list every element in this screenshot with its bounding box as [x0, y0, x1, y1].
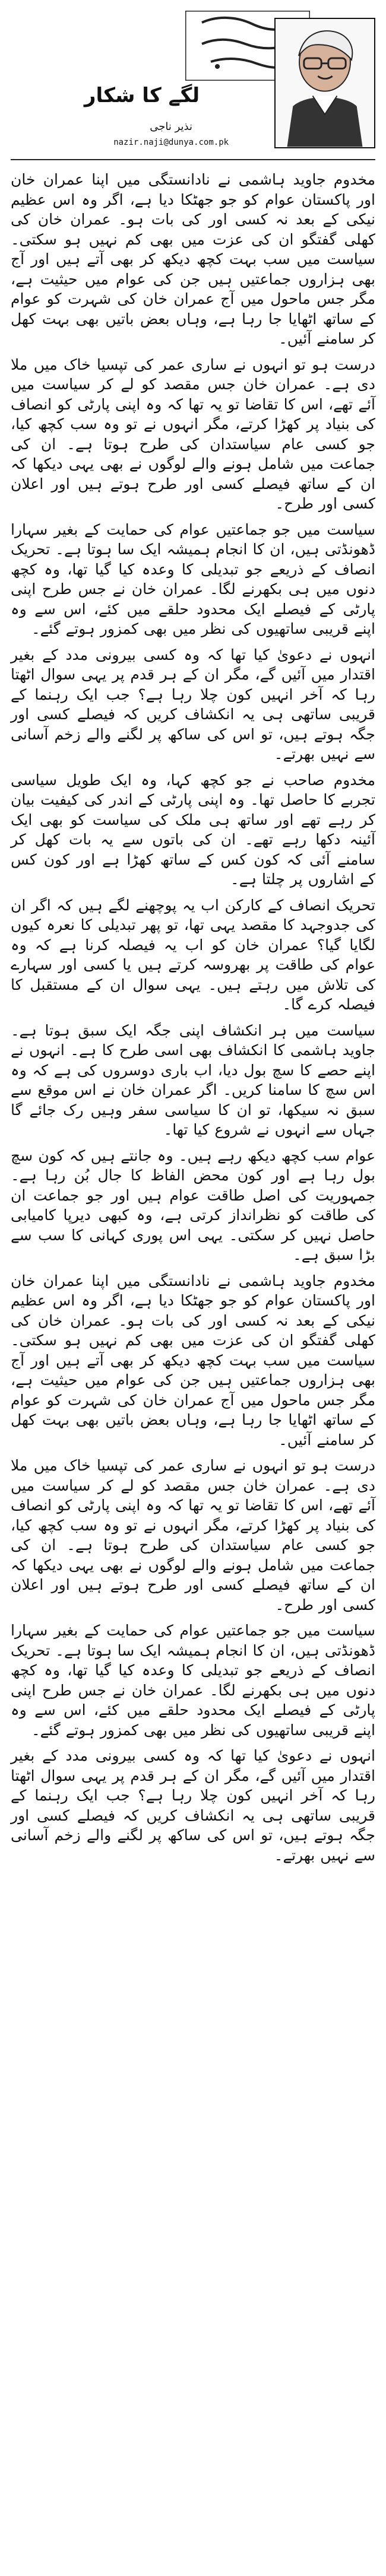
paragraph: درست ہو تو انہوں نے ساری عمر کی تپسیا خاک میں ملا دی ہے۔ عمران خان جس مقصد کو لے کر سیاست میں آئے تھے، اس کا تقاضا تو یہ تھا کہ وہ اپنی پارٹی کو انصاف کی بنیاد پر کھڑا کرتے، مگر انہوں نے تو وہ سب کچھ کیا، جو کسی عام سیاستدان کی طرح ہوتا ہے۔ ان کی جماعت میں شامل ہونے والے لوگوں نے بھی یہی دیکھا کہ ان کے ساتھ فیصلے کسی اور طرح ہوتے ہیں اور اعلان کسی اور طرح۔	[11, 355, 375, 512]
paragraph: سیاست میں جو جماعتیں عوام کی حمایت کے بغیر سہارا ڈھونڈتی ہیں، ان کا انجام ہمیشہ ایک سا ہوتا ہے۔ تحریک انصاف کے ذریعے جو تبدیلی کا وعدہ کیا گیا تھا، وہ کچھ دنوں میں ہی بکھرنے لگا۔ عمران خان نے جس طرح اپنی پارٹی کے فیصلے ایک محدود حلقے میں کئے، اس سے وہ اپنے قریبی ساتھیوں کی نظر میں بھی کمزور ہوتے گئے۔	[11, 520, 375, 637]
paragraph: عوام سب کچھ دیکھ رہے ہیں۔ وہ جانتے ہیں کہ کون سچ بول رہا ہے اور کون محض الفاظ کا جال بُن رہا ہے۔ جمہوریت کی اصل طاقت عوام ہیں اور جو جماعت ان کی طاقت کو نظرانداز کرتی ہے، وہ کبھی دیرپا کامیابی حاصل نہیں کر سکتی۔ یہی اس پوری کہانی کا سب سے بڑا سبق ہے۔	[11, 1146, 375, 1263]
paragraph: سیاست میں ہر انکشاف اپنی جگہ ایک سبق ہوتا ہے۔ جاوید ہاشمی کا انکشاف بھی اسی طرح کا ہے۔ انہوں نے اپنے حصے کا سچ بول دیا، اب باری دوسروں کی ہے کہ وہ اس سچ کا سامنا کریں۔ اگر عمران خان نے اس موقع سے سبق نہ سیکھا، تو ان کا سیاسی سفر وہیں رک جائے گا جہاں سے انہوں نے شروع کیا تھا۔	[11, 1021, 375, 1138]
paragraph: مخدوم جاوید ہاشمی نے نادانستگی میں اپنا عمران خان اور پاکستان عوام کو جو جھٹکا دیا ہے، اگر وہ اس عظیم نیکی کے بعد نہ کسی اور کی بات ہو۔ عمران خان کی کھلی گفتگو ان کی عزت میں بھی کم نہیں ہو سکتی۔ سیاست میں سب بہت کچھ دیکھ کر بھی آتے ہیں اور آج بھی ہزاروں جماعتیں ہیں جن کی عوام میں حیثیت ہے، مگر جس ماحول میں آج عمران خان کی شہرت کو عوام کے ساتھ اٹھایا جا رہا ہے، وہاں بعض باتیں بھی بہت کھل کر سامنے آئیں۔	[11, 1272, 375, 1449]
column-title: لگے کا شکار	[84, 84, 200, 107]
paragraph: انہوں نے دعویٰ کیا تھا کہ وہ کسی بیرونی مدد کے بغیر اقتدار میں آئیں گے، مگر ان کے ہر قدم پر یہی سوال اٹھتا رہا کہ آخر انہیں کون چلا رہا ہے؟ جب ایک رہنما کے قریبی ساتھی ہی یہ انکشاف کریں کہ فیصلے کسی اور جگہ ہوتے ہیں، تو اس کی ساکھ پر لگنے والے زخم آسانی سے نہیں بھرتے۔	[11, 1747, 375, 1864]
author-name: نذیر ناجی	[150, 120, 193, 133]
article-body	[11, 170, 375, 1865]
paragraph: سیاست میں جو جماعتیں عوام کی حمایت کے بغیر سہارا ڈھونڈتی ہیں، ان کا انجام ہمیشہ ایک سا ہوتا ہے۔ تحریک انصاف کے ذریعے جو تبدیلی کا وعدہ کیا گیا تھا، وہ کچھ دنوں میں ہی بکھرنے لگا۔ عمران خان نے جس طرح اپنی پارٹی کے فیصلے ایک محدود حلقے میں کئے، اس سے وہ اپنے قریبی ساتھیوں کی نظر میں بھی کمزور ہوتے گئے۔	[11, 1622, 375, 1739]
paragraph: تحریک انصاف کے کارکن اب یہ پوچھنے لگے ہیں کہ اگر ان کی جدوجہد کا مقصد یہی تھا، تو پھر تبدیلی کا نعرہ کیوں لگایا گیا؟ عمران خان کو اب یہ فیصلہ کرنا ہے کہ وہ عوام کی طاقت پر بھروسہ کرتے ہیں یا کسی اور سہارے کی تلاش میں رہتے ہیں۔ یہی سوال ان کے مستقبل کا فیصلہ کرے گا۔	[11, 896, 375, 1013]
paragraph: مخدوم صاحب نے جو کچھ کہا، وہ ایک طویل سیاسی تجربے کا حاصل تھا۔ وہ اپنی پارٹی کے اندر کی کیفیت بیان کر رہے تھے اور ساتھ ہی ملک کی سیاست کو بھی ایک آئینہ دکھا رہے تھے۔ ان کی باتوں سے یہ بات کھل کر سامنے آئی کہ کون کس کے ساتھ کھڑا ہے اور کون کس کے اشاروں پر چلتا ہے۔	[11, 771, 375, 888]
paragraph: مخدوم جاوید ہاشمی نے نادانستگی میں اپنا عمران خان اور پاکستان عوام کو جو جھٹکا دیا ہے، اگر وہ اس عظیم نیکی کے بعد نہ کسی اور کی بات ہو۔ عمران خان کی کھلی گفتگو ان کی عزت میں بھی کم نہیں ہو سکتی۔ سیاست میں سب بہت کچھ دیکھ کر بھی آتے ہیں اور آج بھی ہزاروں جماعتیں ہیں جن کی عوام میں حیثیت ہے، مگر جس ماحول میں آج عمران خان کی شہرت کو عوام کے ساتھ اٹھایا جا رہا ہے، وہاں بعض باتیں بھی بہت کھل کر سامنے آئیں۔	[11, 171, 375, 347]
column-header	[11, 11, 375, 160]
paragraph: درست ہو تو انہوں نے ساری عمر کی تپسیا خاک میں ملا دی ہے۔ عمران خان جس مقصد کو لے کر سیاست میں آئے تھے، اس کا تقاضا تو یہ تھا کہ وہ اپنی پارٹی کو انصاف کی بنیاد پر کھڑا کرتے، مگر انہوں نے تو وہ سب کچھ کیا، جو کسی عام سیاستدان کی طرح ہوتا ہے۔ ان کی جماعت میں شامل ہونے والے لوگوں نے بھی یہی دیکھا کہ ان کے ساتھ فیصلے کسی اور طرح ہوتے ہیں اور اعلان کسی اور طرح۔	[11, 1457, 375, 1613]
author-photo	[276, 19, 374, 147]
author-email: nazir.naji@dunya.com.pk	[113, 138, 229, 147]
paragraph: انہوں نے دعویٰ کیا تھا کہ وہ کسی بیرونی مدد کے بغیر اقتدار میں آئیں گے، مگر ان کے ہر قدم پر یہی سوال اٹھتا رہا کہ آخر انہیں کون چلا رہا ہے؟ جب ایک رہنما کے قریبی ساتھی ہی یہ انکشاف کریں کہ فیصلے کسی اور جگہ ہوتے ہیں، تو اس کی ساکھ پر لگنے والے زخم آسانی سے نہیں بھرتے۔	[11, 646, 375, 763]
author-avatar	[274, 18, 375, 148]
